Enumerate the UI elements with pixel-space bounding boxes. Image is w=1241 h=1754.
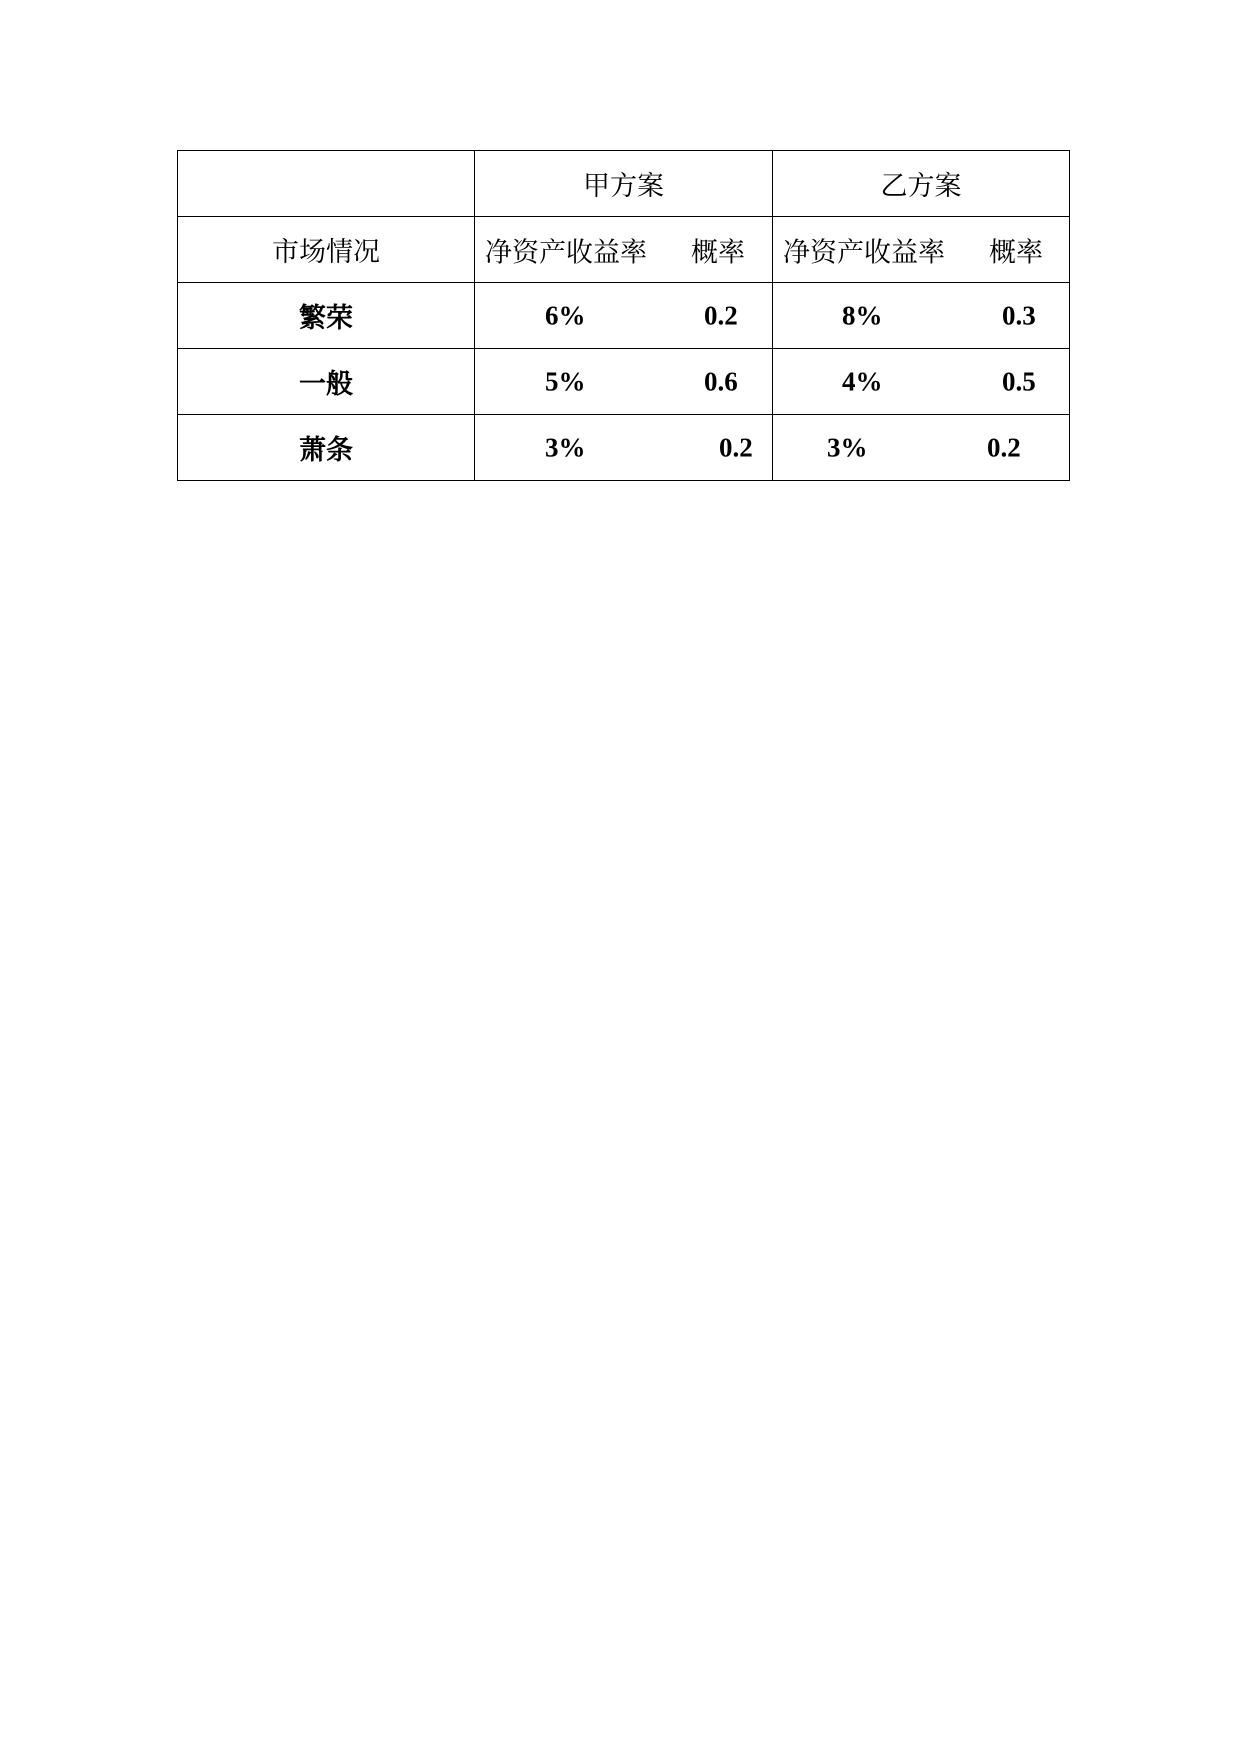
plan-a-probability-value: 0.2	[718, 432, 753, 462]
plan-a-return-value: 3%	[544, 432, 586, 462]
header-plan-a-return: 净资产收益率	[484, 237, 647, 268]
plan-b-values-cell	[772, 283, 1069, 349]
table-row	[178, 349, 1070, 415]
plan-b-probability-value: 0.3	[1001, 300, 1036, 330]
table-row	[178, 415, 1070, 481]
plan-b-return-value: 8%	[841, 300, 883, 330]
table-header-row-plans	[178, 151, 1070, 217]
table-row	[178, 283, 1070, 349]
header-empty-cell	[178, 151, 475, 217]
market-condition-cell: 萧条	[178, 415, 475, 481]
header-plan-a-columns	[474, 217, 772, 283]
header-market-condition: 市场情况	[178, 217, 475, 283]
header-plan-b-probability: 概率	[988, 237, 1043, 268]
plan-a-return-value: 5%	[544, 366, 586, 396]
market-condition-cell: 一般	[178, 349, 475, 415]
plan-comparison-table	[177, 150, 1070, 481]
header-plan-b: 乙方案	[772, 151, 1069, 217]
plan-b-probability-value: 0.2	[986, 432, 1021, 462]
plan-a-values-cell	[474, 415, 772, 481]
header-plan-b-columns	[772, 217, 1069, 283]
plan-b-return-value: 4%	[841, 366, 883, 396]
plan-a-probability-value: 0.6	[703, 366, 738, 396]
plan-b-values-cell	[772, 415, 1069, 481]
plan-a-probability-value: 0.2	[703, 300, 738, 330]
plan-b-values-cell	[772, 349, 1069, 415]
table-header-row-columns	[178, 217, 1070, 283]
header-plan-a: 甲方案	[474, 151, 772, 217]
market-condition-cell: 繁荣	[178, 283, 475, 349]
header-plan-b-return: 净资产收益率	[782, 237, 945, 268]
plan-b-probability-value: 0.5	[1001, 366, 1036, 396]
plan-b-return-value: 3%	[826, 432, 868, 462]
plan-a-values-cell	[474, 283, 772, 349]
header-plan-a-probability: 概率	[690, 237, 745, 268]
plan-a-values-cell	[474, 349, 772, 415]
plan-a-return-value: 6%	[544, 300, 586, 330]
